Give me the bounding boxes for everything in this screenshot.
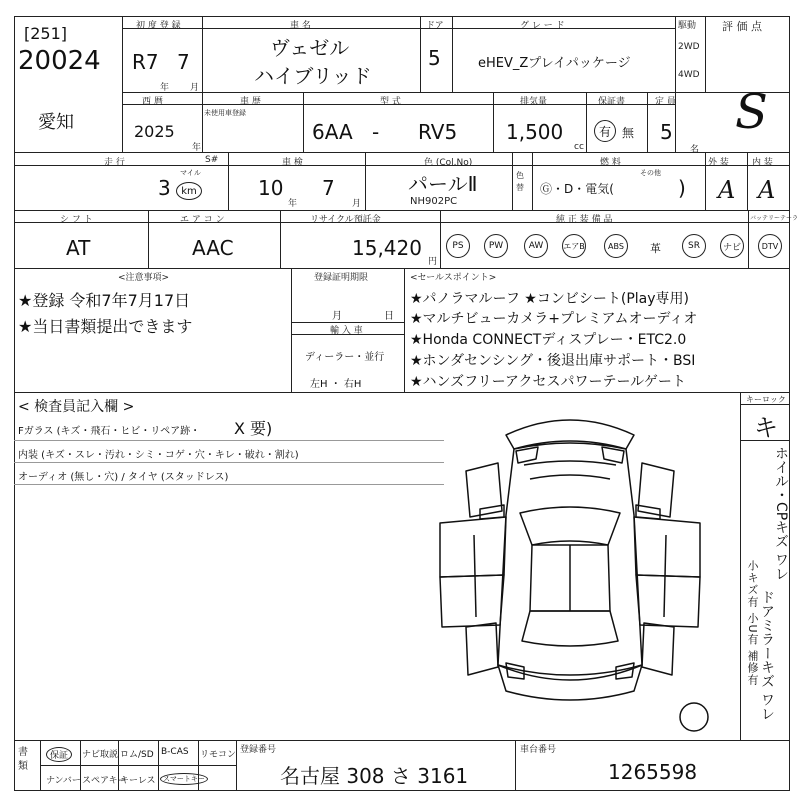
sales-point-5: ★ハンズフリーアクセスパワーテールゲート: [410, 374, 686, 390]
equip-airbag: エアB: [562, 234, 586, 258]
warranty-no: 無: [622, 126, 635, 140]
exterior-grade: A: [718, 176, 736, 204]
mileage-sub: S#: [205, 155, 219, 165]
keylock-label: キーロック: [746, 395, 786, 404]
inspection-title: < 検査員記入欄 >: [18, 399, 135, 415]
inspection-glass: Fガラス (キズ・飛石・ヒビ・リペア跡・: [18, 426, 201, 437]
caution-label: <注意事項>: [118, 273, 170, 283]
equip-abs: ABS: [604, 234, 628, 258]
plate-label: 登録番号: [240, 745, 277, 755]
sales-point-3: ★Honda CONNECTディスプレー・ETC2.0: [410, 332, 687, 348]
score: S: [735, 84, 768, 140]
equip-sr: SR: [682, 234, 706, 258]
score-label: 評 価 点: [722, 20, 762, 33]
buffer-label: バッテリーテーラ: [750, 215, 799, 222]
caution-line2: ★当日書類提出できます: [18, 317, 193, 336]
sales-point-1: ★パノラマルーフ ★コンビシート(Play専用): [410, 291, 689, 307]
doc-keyless: キーレス: [120, 776, 156, 786]
first-reg-year-unit: 年: [160, 83, 170, 93]
recycle-unit: 円: [428, 257, 438, 267]
mileage-unit-top: マイル: [180, 169, 201, 177]
interior-label: 内 装: [752, 158, 773, 168]
doc-rom-sd: ロム/SD: [120, 750, 154, 760]
color: パールⅡ: [408, 172, 478, 196]
docs-label: 書類: [18, 747, 28, 772]
doc-navi-manual: ナビ取説: [82, 750, 119, 760]
shaken-month-unit: 月: [352, 199, 362, 209]
warranty-label: 保証書: [598, 97, 626, 107]
deadline-day: 日: [384, 311, 394, 322]
model-year-suffix: 年: [192, 143, 202, 153]
capacity-unit: 名: [690, 145, 700, 155]
equip-leather: 革: [650, 242, 661, 255]
equip-label: 純 正 装 備 品: [556, 215, 613, 225]
fuel-label: 燃 料: [600, 158, 621, 168]
doc-smart-key: スマートキー: [160, 773, 208, 785]
fuel-close: ): [678, 176, 686, 200]
fuel: Ⓖ・D・電気(: [540, 182, 614, 196]
doors: 5: [428, 46, 441, 70]
right-col-mirror: ドアミラーキズ ワレ: [759, 590, 775, 721]
type-dash: -: [372, 120, 380, 144]
import-hand: 左H ・ 右H: [310, 379, 362, 390]
lot-bracket: [251]: [24, 24, 68, 43]
type-label: 型 式: [380, 97, 401, 107]
chassis-number: 1265598: [608, 760, 698, 784]
import-dealer: ディーラー・並行: [305, 352, 385, 363]
shaken-year-unit: 年: [288, 199, 298, 209]
mileage: 3: [158, 176, 171, 200]
equip-pw: PW: [484, 234, 508, 258]
mileage-unit: km: [176, 182, 202, 200]
equip-navi: ナビ: [720, 234, 744, 258]
shaken-month: 7: [322, 176, 335, 200]
color-change: 色替: [516, 171, 524, 192]
drive-4wd: 4WD: [678, 70, 700, 80]
sales-point-2: ★マルチビューカメラ+プレミアムオーディオ: [410, 311, 698, 327]
equip-dtv: DTV: [758, 234, 782, 258]
year-label: 西 暦: [142, 97, 163, 107]
first-reg-era: R7: [132, 50, 159, 74]
sales-label: <セールスポイント>: [410, 273, 497, 283]
keylock: キ: [754, 414, 778, 442]
recycle: 15,420: [352, 236, 422, 260]
ac-label: エ ア コ ン: [180, 215, 225, 225]
drive-2wd: 2WD: [678, 42, 700, 52]
plate-number: 名古屋 308 さ 3161: [280, 764, 469, 788]
equip-aw: AW: [524, 234, 548, 258]
drive-label: 駆動: [678, 21, 697, 31]
ac: AAC: [192, 236, 234, 260]
inspection-interior: 内装 (キズ・スレ・汚れ・シミ・コゲ・穴・キレ・破れ・割れ): [18, 450, 299, 461]
equip-ps: PS: [446, 234, 470, 258]
capacity-label: 定 員: [655, 97, 676, 107]
cc: 1,500: [506, 120, 564, 144]
doc-spare-key: スペアキー: [82, 776, 127, 786]
car-diagram: [420, 405, 720, 735]
warranty-yes: 有: [594, 120, 616, 142]
right-col-scratch: 小キズ有 小U有 補修有: [746, 560, 759, 687]
fuel-other: その他: [640, 169, 661, 177]
model-label: 車 名: [290, 21, 311, 31]
shift-label: シ フ ト: [60, 215, 93, 225]
interior-grade: A: [758, 176, 776, 204]
color-label: 色 (Col.No): [424, 158, 473, 168]
door-label: ドア: [426, 21, 444, 31]
cc-label: 排気量: [520, 97, 548, 107]
history-label: 車 歴: [240, 97, 261, 107]
first-reg-month: 7: [177, 50, 190, 74]
caution-line1: ★登録 令和7年7月17日: [18, 291, 191, 310]
model-year: 2025: [134, 122, 175, 141]
inspection-glass-mark: X 要): [234, 419, 273, 438]
doc-bcas: B-CAS: [161, 747, 189, 757]
exterior-label: 外 装: [708, 158, 729, 168]
mileage-label: 走 行: [104, 158, 125, 168]
doc-warranty: 保証: [46, 747, 72, 762]
recycle-label: リサイクル預託金: [310, 215, 381, 225]
deadline-month: 月: [332, 311, 342, 322]
capacity: 5: [660, 120, 673, 144]
color-code: NH902PC: [410, 196, 458, 207]
type-code: RV5: [418, 120, 458, 144]
cc-unit: cc: [574, 142, 584, 152]
history-sub: 未使用車登録: [204, 109, 246, 117]
inspection-audio: オーディオ (無し・穴) / タイヤ (スタッドレス): [18, 472, 229, 483]
lot-number: 20024: [18, 46, 101, 76]
prefecture: 愛知: [38, 112, 74, 133]
shift: AT: [66, 236, 91, 260]
doc-number-plate: ナンバー: [46, 776, 81, 786]
model-line1: ヴェゼル: [270, 36, 350, 60]
grade-label: グ レ ー ド: [520, 21, 565, 31]
first-reg-month-unit: 月: [190, 83, 200, 93]
deadline-label: 登録証明期限: [314, 273, 369, 283]
chassis-label: 車台番号: [520, 745, 557, 755]
sales-point-4: ★ホンダセンシング・後退出庫サポート・BSI: [410, 353, 696, 369]
type-prefix: 6AA: [312, 120, 353, 144]
model-line2: ハイブリッド: [254, 64, 372, 88]
right-col-wheel: ホイル・CPキズ ワレ: [773, 446, 789, 581]
first-reg-label: 初 度 登 録: [136, 21, 181, 31]
import-label: 輸 入 車: [330, 326, 363, 336]
doc-remote: リモコン: [200, 750, 237, 760]
grade: eHEV_Zプレイパッケージ: [478, 56, 631, 71]
shaken-label: 車 検: [282, 158, 303, 168]
shaken-year: 10: [258, 176, 284, 200]
